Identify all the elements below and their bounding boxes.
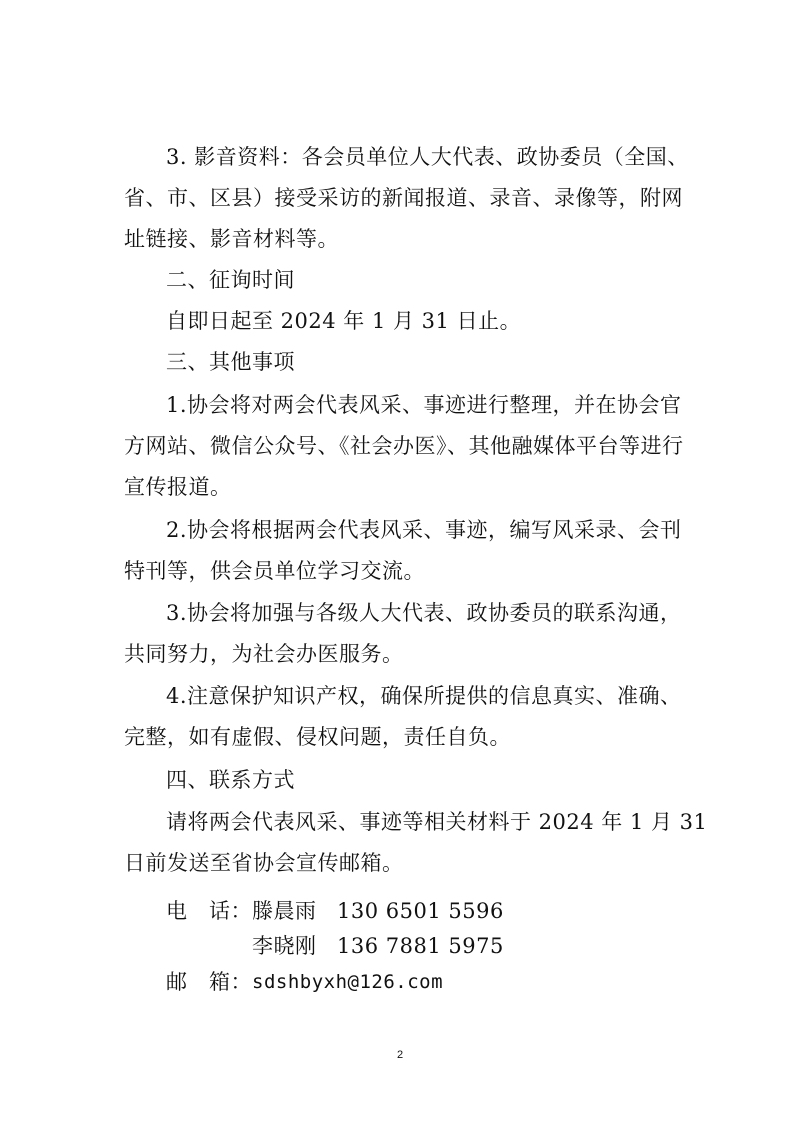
item3-line-3: 址链接、影音材料等。: [124, 227, 339, 251]
contact-1-name: 滕晨雨: [252, 899, 317, 923]
item3-line-1: 3. 影音资料：各会员单位人大代表、政协委员（全国、: [166, 145, 689, 169]
phone-label: 电 话：: [166, 899, 252, 923]
s3-item1-line-3: 宣传报道。: [124, 475, 232, 499]
s3-item1-line-1: 1.协会将对两会代表风采、事迹进行整理，并在协会官: [166, 393, 682, 417]
s3-item3-line-2: 共同努力，为社会办医服务。: [124, 642, 404, 666]
s3-item2-line-1: 2.协会将根据两会代表风采、事迹，编写风采录、会刊: [166, 518, 682, 542]
section2-heading: 二、征询时间: [166, 268, 295, 292]
s3-item3-line-1: 3.协会将加强与各级人大代表、政协委员的联系沟通，: [166, 601, 682, 625]
section4-line-2: 日前发送至省协会宣传邮箱。: [124, 851, 404, 875]
page-number: 2: [396, 1049, 404, 1061]
s3-item2-line-2: 特刊等，供会员单位学习交流。: [124, 559, 425, 583]
s3-item4-line-1: 4.注意保护知识产权，确保所提供的信息真实、准确、: [166, 684, 682, 708]
section4-heading: 四、联系方式: [166, 768, 295, 792]
section4-line-1: 请将两会代表风采、事迹等相关材料于 2024 年 1 月 31: [166, 810, 708, 834]
section3-heading: 三、其他事项: [166, 350, 295, 374]
item3-line-2: 省、市、区县）接受采访的新闻报道、录音、录像等，附网: [124, 186, 683, 210]
contact-2-name: 李晓刚: [252, 934, 317, 958]
s3-item1-line-2: 方网站、微信公众号、《社会办医》、其他融媒体平台等进行: [124, 434, 684, 458]
contact-2-phone: 136 7881 5975: [337, 934, 504, 958]
email-label: 邮 箱：: [166, 970, 252, 994]
email-address[interactable]: sdshbyxh@126.com: [252, 971, 444, 993]
section2-text: 自即日起至 2024 年 1 月 31 日止。: [166, 309, 522, 333]
s3-item4-line-2: 完整，如有虚假、侵权问题，责任自负。: [124, 725, 511, 749]
contact-1-phone: 130 6501 5596: [337, 899, 504, 923]
